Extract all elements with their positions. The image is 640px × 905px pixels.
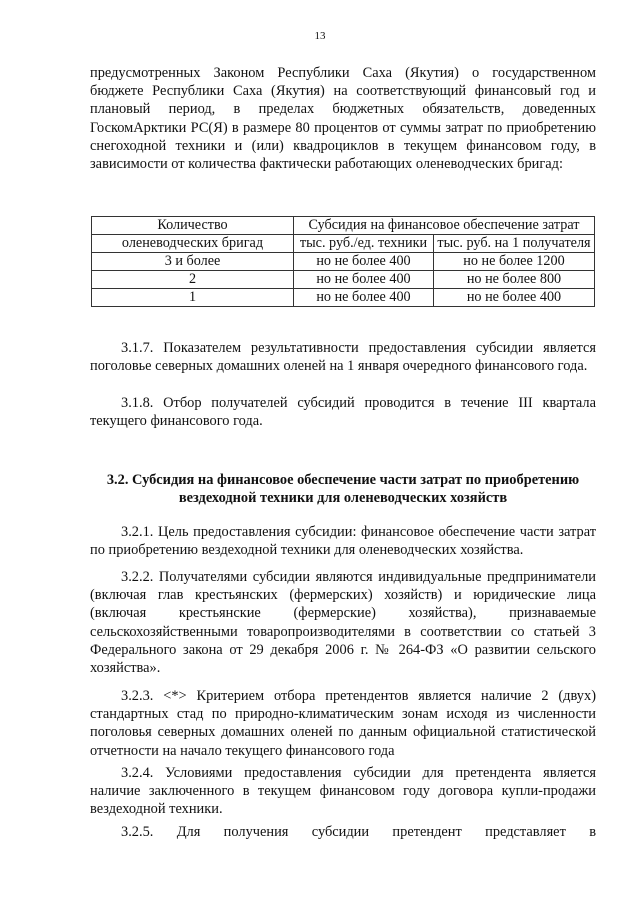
cell-per-unit: но не более 400 — [294, 253, 434, 271]
paragraph-3-2-3: 3.2.3. <*> Критерием отбора претендентов является наличие 2 (двух) стандартных стад по природно-климатическим зонам исходя из численности поголовья северных домашних оленей по данным официальной статистической отчетности на начало текущего финансового года — [90, 688, 596, 759]
paragraph-3-2-1: 3.2.1. Цель предоставления субсидии: финансовое обеспечение части затрат по приобретению вездеходной техники для оленеводческих хозяйства. — [90, 524, 596, 559]
paragraph-3-2-2: 3.2.2. Получателями субсидии являются индивидуальные предприниматели (включая глав крестьянских (фермерских) хозяйств) и юридические лица (включая крестьянские (фермерские) хозяйства), признаваемые сельскохозяйственными товаропроизводителями в соответствии со статьей 3 Федерального закона от 29 декабря 2006 г. № 264-ФЗ «О развитии сельского хозяйства». — [90, 569, 596, 677]
table-header-row — [92, 217, 595, 235]
cell-per-unit: но не более 400 — [294, 289, 434, 307]
cell-per-recipient: но не более 800 — [434, 271, 595, 289]
cell-count: 1 — [92, 289, 294, 307]
paragraph-3-1-8: 3.1.8. Отбор получателей субсидий проводится в течение III квартала текущего финансового года. — [90, 395, 596, 430]
header-group: Субсидия на финансовое обеспечение затрат — [294, 217, 595, 235]
paragraph-3-1-7: 3.1.7. Показателем результативности предоставления субсидии является поголовье северных домашних оленей на 1 января очередного финансового года. — [90, 340, 596, 375]
header-count-line2: оленеводческих бригад — [92, 235, 294, 253]
table-row — [92, 253, 595, 271]
header-per-unit: тыс. руб./ед. техники — [294, 235, 434, 253]
cell-count: 2 — [92, 271, 294, 289]
intro-paragraph: предусмотренных Законом Республики Саха (Якутия) о государственном бюджете Республики Саха (Якутия) на соответствующий финансовый год и плановый период, в пределах бюджетных обязательств, доведенных ГоскомАрктики РС(Я) в размере 80 процентов от суммы затрат по приобретению снегоходной техники и (или) квадроциклов в текущем финансовом году, в зависимости от количества фактически работающих оленеводческих бригад: — [90, 65, 596, 173]
section-heading-3-2 — [90, 471, 596, 507]
table-row — [92, 271, 595, 289]
paragraph-3-2-5: 3.2.5. Для получения субсидии претендент представляет в — [121, 824, 596, 840]
section-heading-line1: 3.2. Субсидия на финансовое обеспечение части затрат по приобретению — [106, 472, 580, 488]
page-number: 13 — [314, 30, 326, 42]
header-per-recipient: тыс. руб. на 1 получателя — [434, 235, 595, 253]
cell-per-recipient: но не более 400 — [434, 289, 595, 307]
section-heading-line2: вездеходной техники для оленеводческих хозяйств — [178, 490, 508, 507]
paragraph-3-2-4: 3.2.4. Условиями предоставления субсидии для претендента является наличие заключенного в текущем финансовом году договора купли-продажи вездеходной техники. — [90, 765, 596, 818]
table-row — [92, 289, 595, 307]
cell-per-recipient: но не более 1200 — [434, 253, 595, 271]
cell-count: 3 и более — [92, 253, 294, 271]
table-subheader-row — [92, 235, 595, 253]
header-count-line1: Количество — [92, 217, 294, 235]
subsidy-table — [91, 216, 595, 307]
cell-per-unit: но не более 400 — [294, 271, 434, 289]
